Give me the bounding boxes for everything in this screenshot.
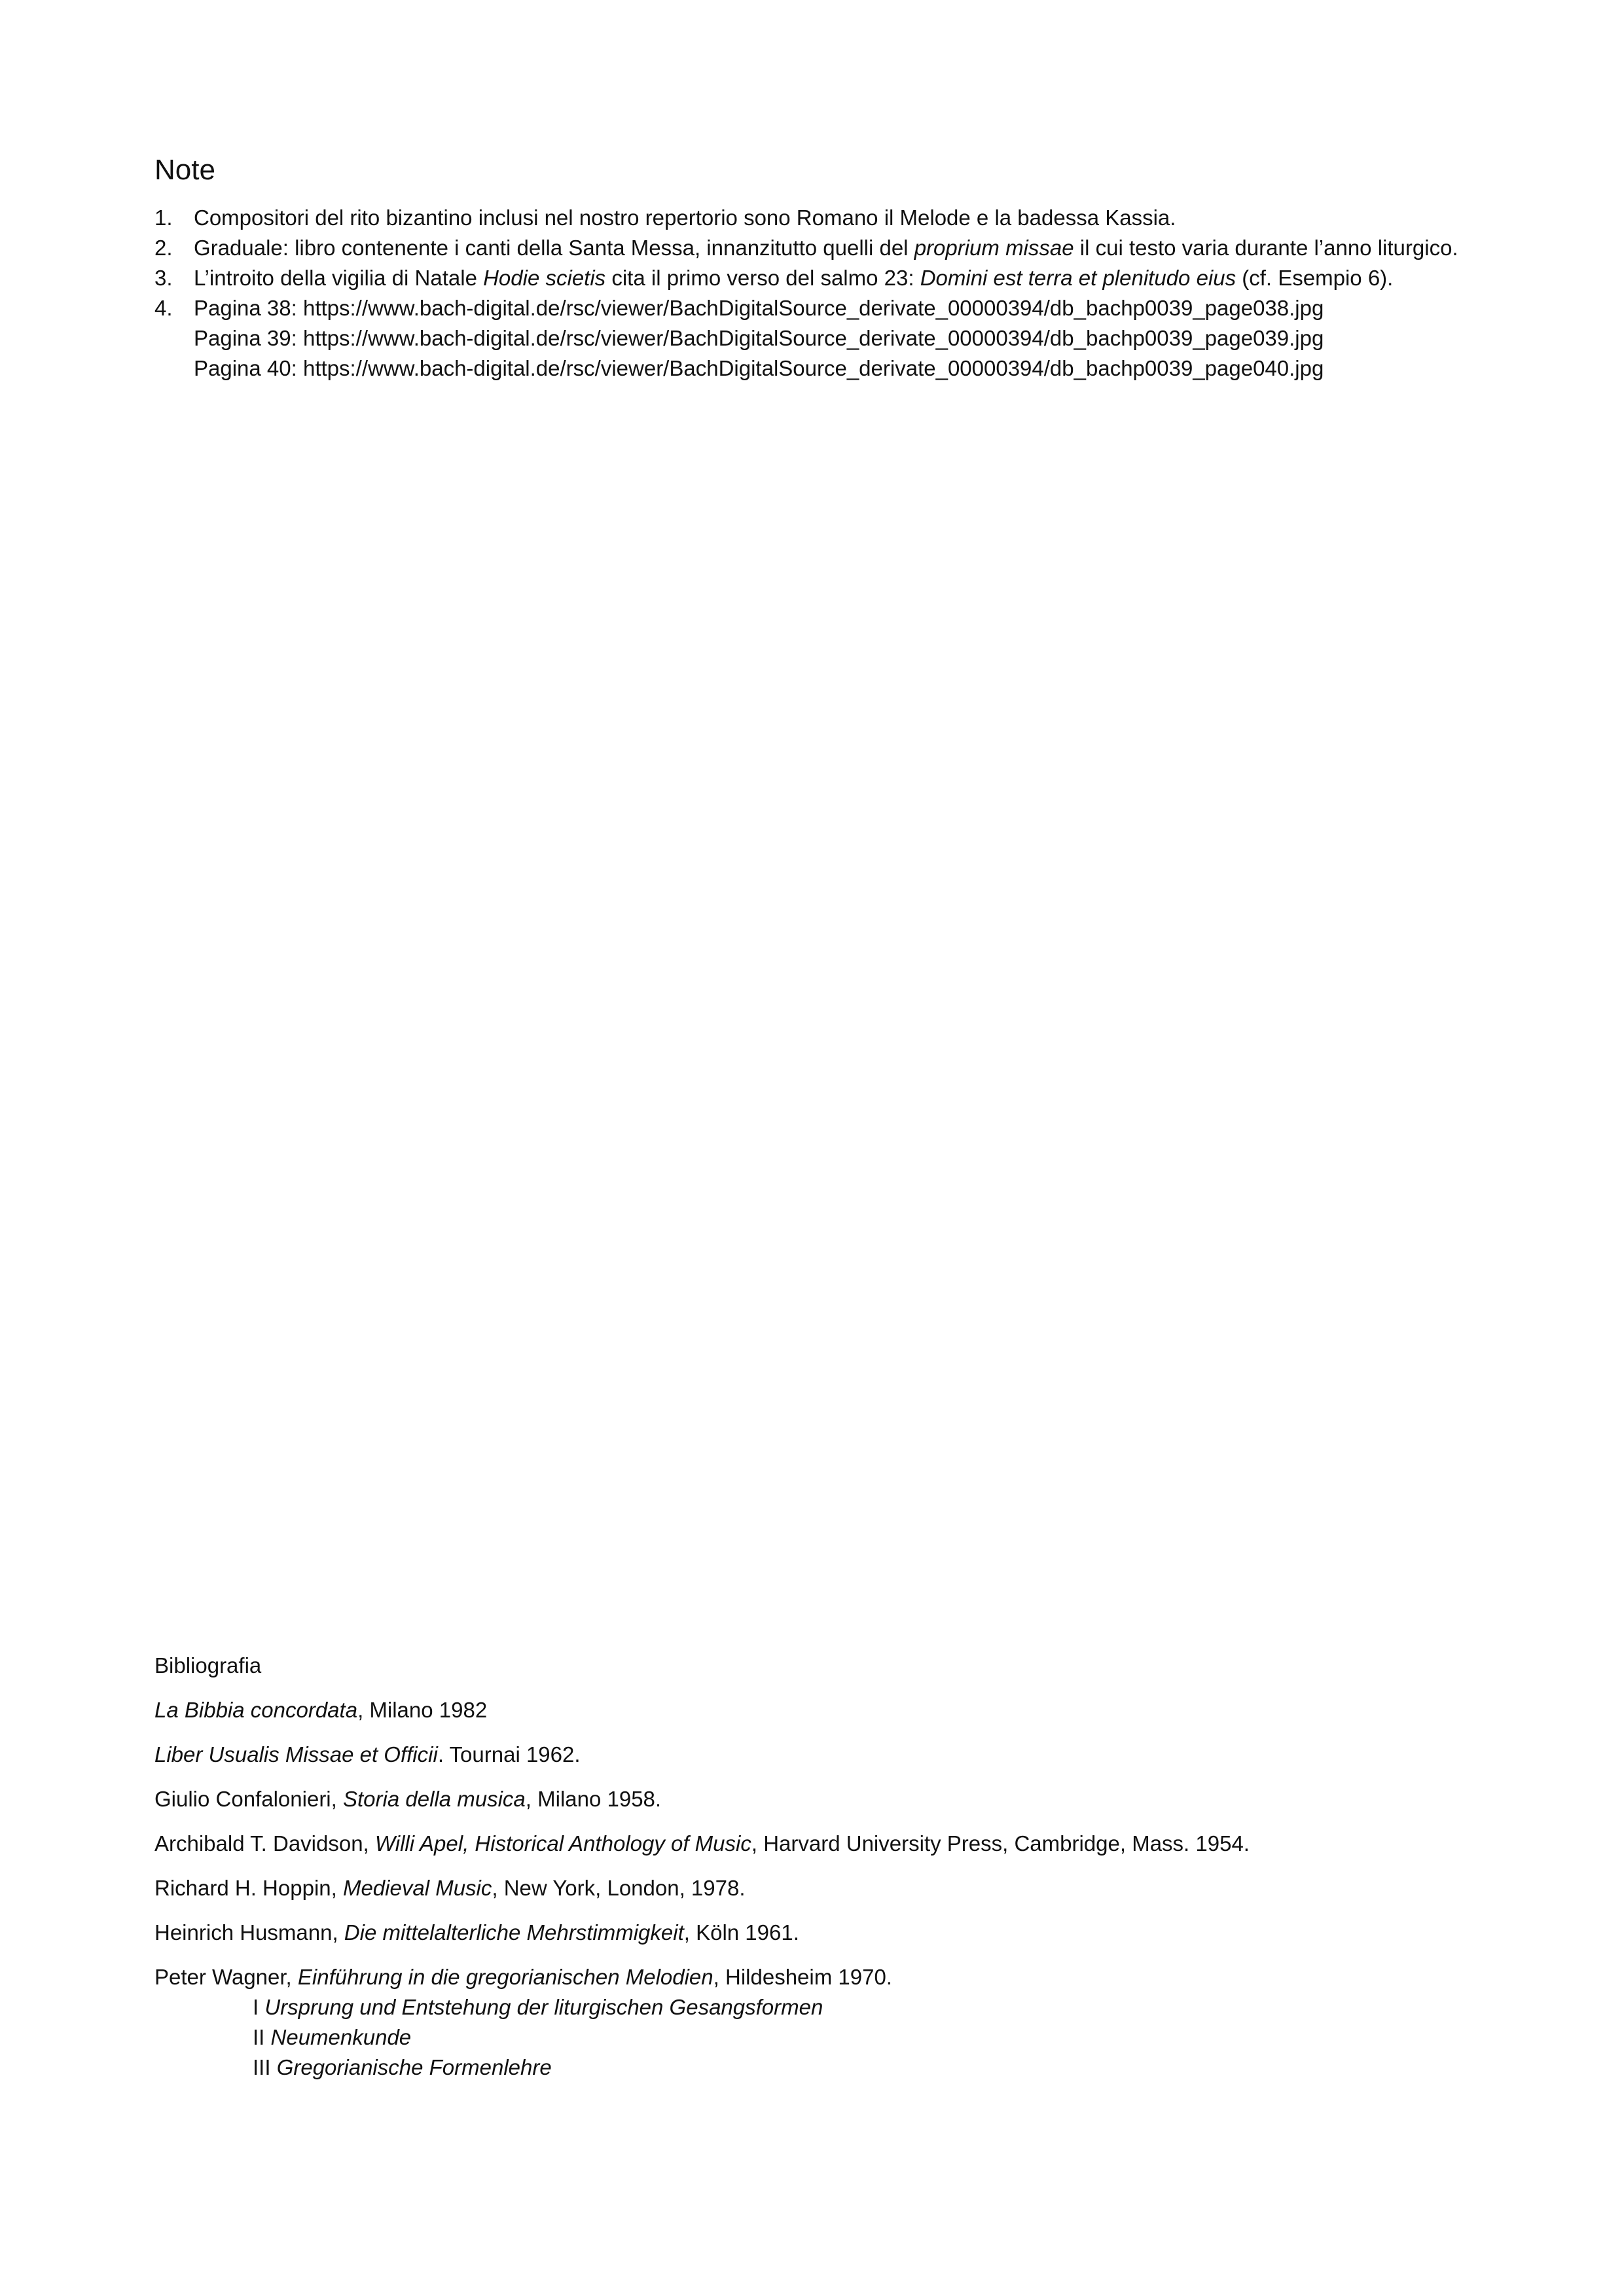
text-run: Giulio Confalonieri, <box>154 1787 343 1811</box>
text-run: cita il primo verso del salmo 23: <box>605 266 920 290</box>
text-run: III <box>253 2055 277 2079</box>
bibliography-entry <box>154 1962 1483 1992</box>
italic-title-text: Gregorianische Formenlehre <box>276 2055 552 2079</box>
bibliography-subentry <box>154 2053 1483 2083</box>
text-run: Richard H. Hoppin, <box>154 1876 343 1900</box>
note-number: 4. <box>154 296 173 320</box>
italic-title-text: Hodie scietis <box>483 266 606 290</box>
text-run: Peter Wagner, <box>154 1965 298 1989</box>
note-number: 3. <box>154 266 173 290</box>
italic-title-text: Medieval Music <box>342 1876 492 1900</box>
notes-list <box>154 203 1483 384</box>
bibliography-heading: Bibliografia <box>154 1653 262 1677</box>
text-run: Heinrich Husmann, <box>154 1920 344 1945</box>
notes-section <box>154 152 1483 384</box>
bibliography-section <box>154 1651 1483 2083</box>
bibliography-subentry <box>154 2022 1483 2053</box>
text-run: il cui testo varia durante l’anno liturgico. <box>1074 236 1458 260</box>
bibliography-subentry <box>154 1992 1483 2022</box>
text-run: II <box>253 2025 271 2049</box>
text-run: Archibald T. Davidson, <box>154 1831 375 1856</box>
bibliography-entry <box>154 1695 1483 1725</box>
note-link-page-39: Pagina 39: https://www.bach-digital.de/rsc/viewer/BachDigitalSource_derivate_00000394/db_bachp0039_page039.jpg <box>194 326 1324 350</box>
italic-title-text: Domini est terra et plenitudo eius <box>920 266 1236 290</box>
bibliography-entry <box>154 1740 1483 1770</box>
text-run: , Milano 1958. <box>525 1787 662 1811</box>
note-item-3 <box>154 263 1483 293</box>
bibliography-entry <box>154 1784 1483 1814</box>
italic-title-text: Liber Usualis Missae et Officii <box>154 1742 438 1767</box>
bibliography-entry <box>154 1918 1483 1948</box>
text-run: , Milano 1982 <box>357 1698 488 1722</box>
note-item-1 <box>154 203 1483 233</box>
note-item-2 <box>154 233 1483 263</box>
text-run: , Köln 1961. <box>683 1920 799 1945</box>
bibliography-entry <box>154 1873 1483 1903</box>
note-number: 2. <box>154 236 173 260</box>
note-text <box>194 233 1483 263</box>
italic-title-text: Storia della musica <box>342 1787 526 1811</box>
text-run: (cf. Esempio 6). <box>1236 266 1394 290</box>
italic-title-text: Die mittelalterliche Mehrstimmigkeit <box>344 1920 684 1945</box>
italic-title-text: La Bibbia concordata <box>154 1698 358 1722</box>
italic-title-text: Willi Apel, Historical Anthology of Music <box>374 1831 751 1856</box>
text-run: L’introito della vigilia di Natale <box>194 266 484 290</box>
note-text <box>194 203 1483 233</box>
text-run: Compositori del rito bizantino inclusi nel nostro repertorio sono Romano il Melode e la badessa Kassia. <box>194 206 1176 230</box>
italic-title-text: Ursprung und Entstehung der liturgischen Gesangsformen <box>264 1995 823 2019</box>
bibliography-entry <box>154 1829 1483 1859</box>
note-number: 1. <box>154 206 173 230</box>
note-link-page-40: Pagina 40: https://www.bach-digital.de/rsc/viewer/BachDigitalSource_derivate_00000394/db_bachp0039_page040.jpg <box>194 356 1324 380</box>
text-run: , New York, London, 1978. <box>492 1876 746 1900</box>
text-run: Graduale: libro contenente i canti della Santa Messa, innanzitutto quelli del <box>194 236 914 260</box>
note-text <box>194 263 1483 293</box>
italic-title-text: Einführung in die gregorianischen Melodien <box>297 1965 713 1989</box>
text-run: , Harvard University Press, Cambridge, Mass. 1954. <box>751 1831 1250 1856</box>
italic-title-text: proprium missae <box>914 236 1074 260</box>
text-run: , Hildesheim 1970. <box>713 1965 892 1989</box>
text-run: . Tournai 1962. <box>437 1742 581 1767</box>
note-item-4 <box>154 293 1483 384</box>
text-run: I <box>253 1995 265 2019</box>
italic-title-text: Neumenkunde <box>270 2025 412 2049</box>
notes-heading: Note <box>154 154 215 186</box>
note-link-page-38: Pagina 38: https://www.bach-digital.de/rsc/viewer/BachDigitalSource_derivate_00000394/db_bachp0039_page038.jpg <box>194 296 1324 320</box>
